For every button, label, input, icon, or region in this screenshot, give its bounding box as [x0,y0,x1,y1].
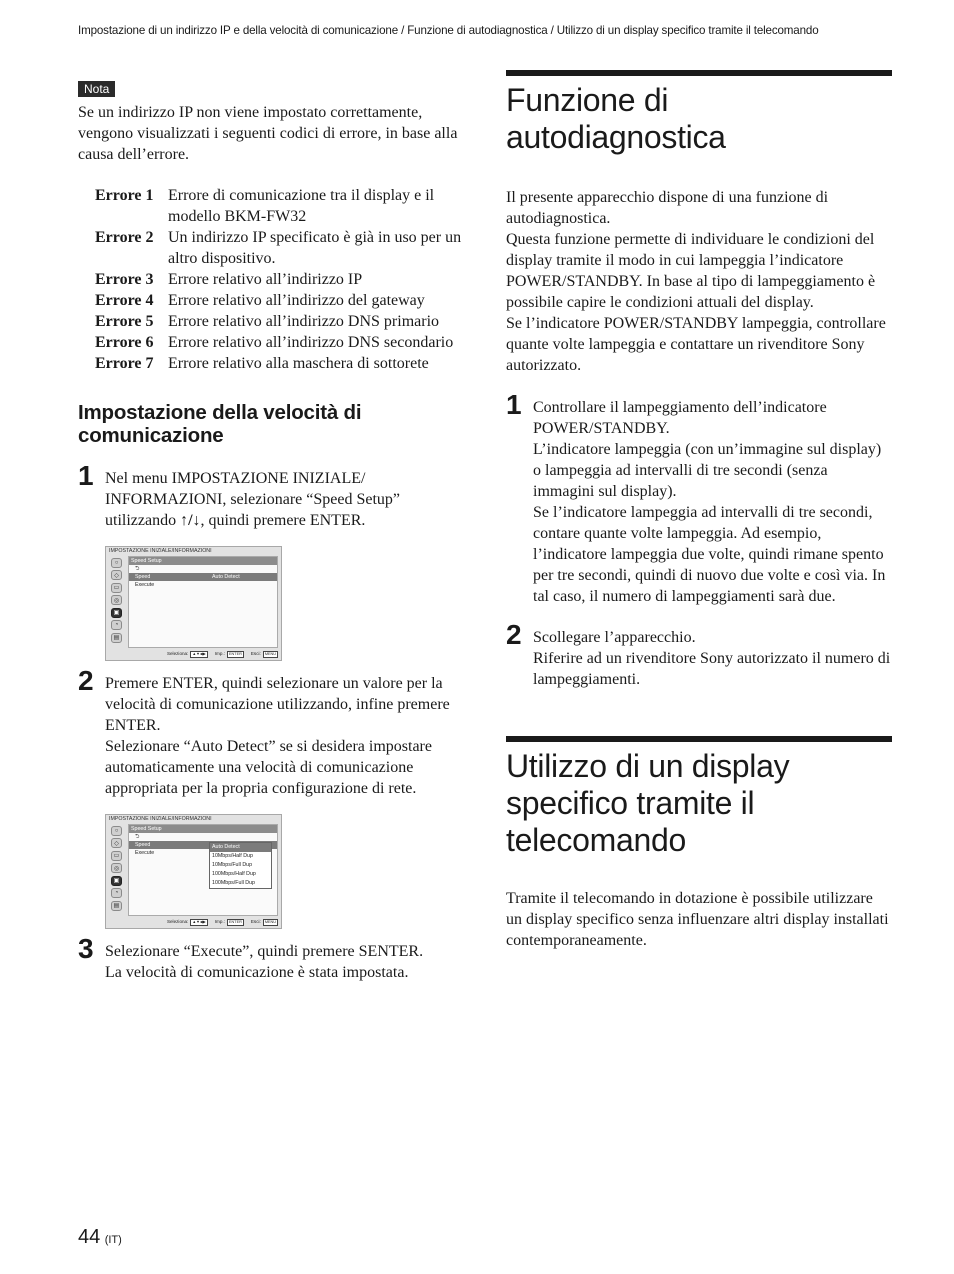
menu-row-execute: Execute [135,850,155,856]
menu-icon: ◎ [111,863,122,873]
error-row [95,353,462,374]
note-text: Se un indirizzo IP non viene impostato correttamente, vengono visualizzati i seguenti codici di errore, in base alla causa dell’errore. [78,104,458,163]
menu-footer: Seleziona: ▲▼◀▶ Imp.: ENTER Esci: MENU [166,919,276,924]
speed-step-1 [78,460,462,531]
menu-icon: ▤ [111,633,122,643]
up-down-arrow-icon: ↑/↓ [180,512,201,529]
menu-icon: ○ [111,558,122,568]
error-code: Errore 1 [95,187,154,204]
step-number: 1 [506,389,522,420]
step-text: Scollegare l’apparecchio. [533,629,696,646]
step-text: Selezionare “Execute”, quindi premere SENTER. [105,943,424,960]
menu-bar: Speed Setup [129,557,277,565]
menu-icon: ◇ [111,570,122,580]
menu-icon-initial-setup: ▣ [111,876,122,886]
selfdiag-intro [506,187,892,376]
speed-options-dropdown [209,842,272,889]
error-description: Errore di comunicazione tra il display e il modello BKM-FW32 [168,187,435,225]
step-text: Controllare il lampeggiamento dell’indicatore POWER/STANDBY. [533,399,827,437]
step-text: Riferire ad un rivenditore Sony autorizzato il numero di lampeggiamenti. [533,650,891,688]
error-row [95,290,462,311]
step-text: Se l’indicatore lampeggia ad intervalli di tre secondi, contare quante volte lampeggia. Ad esempio, l’indicatore lampeggia due volte, quindi rimane spento per tre secondi, quindi di nuovo due volte e così via. In tal caso, il numero di lampeggiamenti sarà due. [533,504,886,605]
step-text: Premere ENTER, quindi selezionare un valore per la velocità di comunicazione utilizzando, infine premere ENTER. [105,675,450,734]
error-row [95,269,462,290]
right-column [506,70,892,951]
speed-option: 100Mbps/Full Dup [212,880,255,886]
heading-rule [506,736,892,742]
menu-screen-title: IMPOSTAZIONE INIZIALE/INFORMAZIONI [109,548,212,554]
menu-panel [128,556,278,648]
step-text: Selezionare “Auto Detect” se si desidera impostare automaticamente una velocità di comunicazione appropriata per la propria configurazione di rete. [105,738,432,797]
speed-step-2 [78,665,462,799]
error-row [95,227,462,269]
step-number: 1 [78,460,94,491]
step-number: 3 [78,933,94,964]
error-row [95,332,462,353]
error-description: Errore relativo all’indirizzo DNS primario [168,313,440,330]
menu-icon: ◎ [111,595,122,605]
heading-rule [506,70,892,76]
menu-icon: ◔ [111,888,122,898]
error-row [95,311,462,332]
remote-text: Tramite il telecomando in dotazione è possibile utilizzare un display specifico senza influenzare altri display installati contemporaneamente. [506,890,889,949]
menu-panel [128,824,278,916]
page-language: (IT) [104,1234,122,1246]
speed-option: 10Mbps/Full Dup [212,862,253,868]
menu-icon: ○ [111,826,122,836]
menu-bar: Speed Setup [129,825,277,833]
step-number: 2 [506,619,522,650]
arrow-keys-icon: ▲▼◀▶ [192,651,206,656]
step-text: La velocità di comunicazione è stata impostata. [105,964,409,981]
error-code: Errore 7 [95,355,154,372]
error-row [95,185,462,227]
intro-paragraph: Questa funzione permette di individuare le condizioni del display tramite il modo in cui lampeggia l’indicatore POWER/STANDBY. In base al tipo di lampeggiamento è possibile capire le condizioni attuali del display. [506,231,876,311]
error-description: Errore relativo all’indirizzo IP [168,271,363,288]
speed-section-heading: Impostazione della velocità di comunicazione [78,401,362,447]
menu-icon-strip [106,824,128,916]
menu-screen-speed-setup [105,546,282,661]
menu-footer: Seleziona: ▲▼◀▶ Imp.: ENTER Esci: MENU [166,651,276,656]
page-number-value: 44 [78,1226,101,1248]
error-code: Errore 5 [95,313,154,330]
selfdiag-step-2 [506,619,892,690]
note-badge: Nota [78,81,115,97]
arrow-keys-icon: ▲▼◀▶ [192,919,206,924]
menu-icon: ◔ [111,620,122,630]
page-number [78,1226,122,1249]
error-description: Errore relativo all’indirizzo DNS secondario [168,334,454,351]
step-text: Nel menu IMPOSTAZIONE INIZIALE/ INFORMAZIONI, selezionare “Speed Setup” utilizzando [105,470,401,529]
error-code: Errore 6 [95,334,154,351]
intro-paragraph: Se l’indicatore POWER/STANDBY lampeggia, controllare quante volte lampeggia e contattare un rivenditore Sony autorizzato. [506,315,886,374]
menu-screen-title: IMPOSTAZIONE INIZIALE/INFORMAZIONI [109,816,212,822]
menu-screen-speed-options [105,814,282,929]
menu-row-execute: Execute [135,582,155,588]
error-description: Errore relativo all’indirizzo del gateway [168,292,425,309]
menu-icon-strip [106,556,128,648]
error-code-list [95,185,462,374]
selfdiag-heading: Funzione di autodiagnostica [506,82,726,155]
speed-option: Auto Detect [210,843,271,852]
intro-paragraph: Il presente apparecchio dispone di una funzione di autodiagnostica. [506,189,829,227]
menu-row-speed: Speed Auto Detect [129,573,277,581]
error-description: Un indirizzo IP specificato è già in uso per un altro dispositivo. [168,229,462,267]
menu-icon: ▤ [111,901,122,911]
back-icon: ⮌ [135,834,140,840]
speed-option: 100Mbps/Half Dup [212,871,256,877]
menu-row-speed: Speed [129,841,277,849]
speed-step-3 [78,933,462,983]
error-code: Errore 4 [95,292,154,309]
selfdiag-step-1 [506,389,892,607]
menu-icon-initial-setup: ▣ [111,608,122,618]
step-number: 2 [78,665,94,696]
running-header: Impostazione di un indirizzo IP e della velocità di comunicazione / Funzione di autodiagnostica / Utilizzo di un display specifico tramite il telecomando [78,24,819,37]
menu-icon: ▭ [111,583,122,593]
step-text: , quindi premere ENTER. [200,512,366,529]
remote-heading: Utilizzo di un display specifico tramite il telecomando [506,748,790,858]
step-text: L’indicatore lampeggia (con un’immagine sul display) o lampeggia ad intervalli di tre secondi (senza immagini sul display). [533,441,882,500]
error-code: Errore 2 [95,229,154,246]
menu-icon: ▭ [111,851,122,861]
left-column [78,80,462,983]
back-icon: ⮌ [135,566,140,572]
speed-option: 10Mbps/Half Dup [212,853,253,859]
menu-icon: ◇ [111,838,122,848]
error-description: Errore relativo alla maschera di sottorete [168,355,429,372]
error-code: Errore 3 [95,271,154,288]
